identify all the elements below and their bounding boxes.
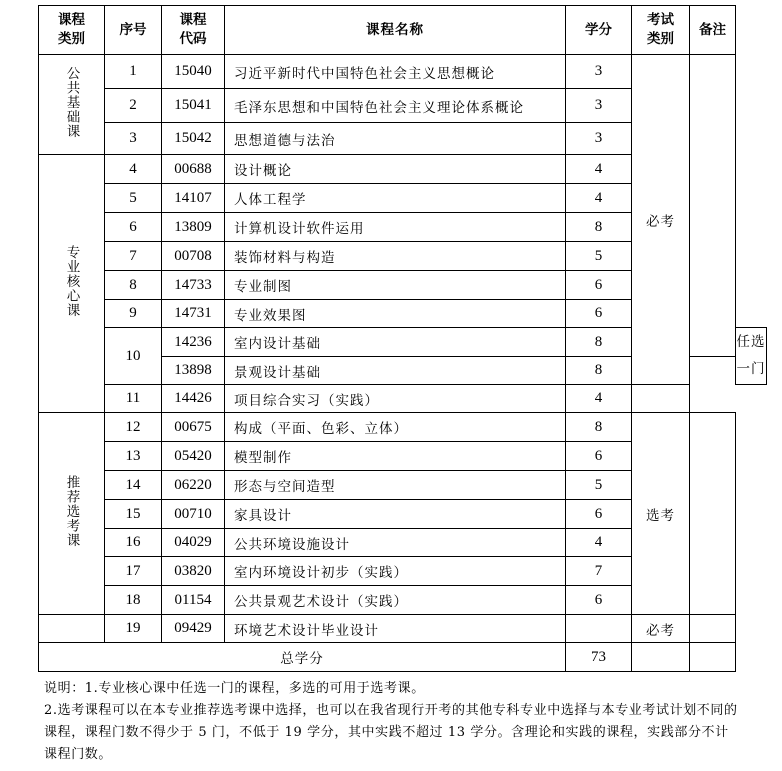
total-row	[39, 643, 767, 672]
row-name: 景观设计基础	[225, 357, 566, 385]
row-seq: 12	[105, 413, 162, 442]
row-credits: 6	[566, 442, 632, 471]
row-seq: 10	[105, 328, 162, 385]
row-credits: 7	[566, 557, 632, 586]
row-code: 00688	[162, 155, 225, 184]
row-seq: 11	[105, 385, 162, 413]
row-credits: 4	[566, 529, 632, 557]
group-public	[39, 55, 105, 155]
table-row	[39, 615, 767, 643]
row-code: 09429	[162, 615, 225, 643]
total-empty	[690, 643, 736, 672]
row-seq: 18	[105, 586, 162, 615]
row-code: 13809	[162, 213, 225, 242]
row-code: 14731	[162, 300, 225, 328]
row-code: 03820	[162, 557, 225, 586]
total-empty	[632, 643, 690, 672]
group-core	[39, 155, 105, 413]
row-code: 00710	[162, 500, 225, 529]
row-seq: 15	[105, 500, 162, 529]
exam-required	[632, 55, 690, 385]
header-remarks: 备注	[690, 6, 736, 55]
table-row	[39, 385, 767, 413]
row-seq: 14	[105, 471, 162, 500]
row-credits: 6	[566, 586, 632, 615]
row-credits: 5	[566, 242, 632, 271]
row-code: 04029	[162, 529, 225, 557]
row-credits: 6	[566, 500, 632, 529]
row-name: 毛泽东思想和中国特色社会主义理论体系概论	[225, 89, 566, 123]
row-seq: 7	[105, 242, 162, 271]
row-name: 装饰材料与构造	[225, 242, 566, 271]
header-exam-type: 考试类别	[632, 6, 690, 55]
row-name: 室内环境设计初步（实践）	[225, 557, 566, 586]
row-credits: 5	[566, 471, 632, 500]
row-seq: 2	[105, 89, 162, 123]
header-row	[39, 6, 767, 55]
header-code: 课程代码	[162, 6, 225, 55]
row-code: 13898	[162, 357, 225, 385]
row-credits: 3	[566, 89, 632, 123]
row-name: 设计概论	[225, 155, 566, 184]
row-code: 14426	[162, 385, 225, 413]
row-seq: 3	[105, 123, 162, 155]
remarks-empty	[632, 385, 690, 413]
row-code: 15041	[162, 89, 225, 123]
group-core-label: 专业核心课	[63, 245, 80, 318]
row-credits: 8	[566, 413, 632, 442]
note-line-1: 说明：1.专业核心课中任选一门的课程，多选的可用于选考课。	[44, 681, 425, 696]
row-name: 习近平新时代中国特色社会主义思想概论	[225, 55, 566, 89]
row-name: 思想道德与法治	[225, 123, 566, 155]
row-name: 人体工程学	[225, 184, 566, 213]
row-code: 00708	[162, 242, 225, 271]
row-seq: 1	[105, 55, 162, 89]
curriculum-table-wrapper	[38, 5, 767, 672]
table-row	[39, 413, 767, 442]
row-name: 构成（平面、色彩、立体）	[225, 413, 566, 442]
row-seq: 4	[105, 155, 162, 184]
remarks-empty-bottom	[690, 413, 736, 615]
row-name: 计算机设计软件运用	[225, 213, 566, 242]
header-name: 课程名称	[225, 6, 566, 55]
row-credits: 4	[566, 385, 632, 413]
row-name: 家具设计	[225, 500, 566, 529]
row-seq: 13	[105, 442, 162, 471]
row-name: 专业制图	[225, 271, 566, 300]
row-name: 公共环境设施设计	[225, 529, 566, 557]
row-name: 专业效果图	[225, 300, 566, 328]
row-code: 15042	[162, 123, 225, 155]
exam-required-label: 必考	[646, 213, 675, 230]
row-code: 06220	[162, 471, 225, 500]
total-value: 73	[566, 643, 632, 672]
row-credits: 6	[566, 300, 632, 328]
note-line-2: 2.选考课程可以在本专业推荐选考课中选择，也可以在我省现行开考的其他专科专业中选择与本专业考试计划不同的课程，课程门数不得少于 5 门，不低于 19 学分，其中实践不超过 13 学分。含理论和实践的课程，实践部分不计课程门数。	[44, 703, 738, 762]
row-credits: 8	[566, 213, 632, 242]
row-name: 项目综合实习（实践）	[225, 385, 566, 413]
row-code: 14107	[162, 184, 225, 213]
row-seq: 6	[105, 213, 162, 242]
row-seq: 17	[105, 557, 162, 586]
remarks-choose-one-label: 任选一门	[736, 334, 766, 377]
row-seq: 19	[105, 615, 162, 643]
row-credits: 4	[566, 184, 632, 213]
row-name: 形态与空间造型	[225, 471, 566, 500]
row-code: 05420	[162, 442, 225, 471]
row-name: 模型制作	[225, 442, 566, 471]
group-empty	[39, 615, 105, 643]
group-elective	[39, 413, 105, 615]
row-credits: 3	[566, 123, 632, 155]
exam-required-final-label: 必考	[646, 622, 675, 639]
group-public-label: 公共基础课	[63, 66, 80, 139]
header-category: 课程类别	[39, 6, 105, 55]
row-seq: 8	[105, 271, 162, 300]
curriculum-table	[38, 5, 767, 672]
row-seq: 5	[105, 184, 162, 213]
row-code: 01154	[162, 586, 225, 615]
notes	[44, 678, 738, 766]
row-credits: 6	[566, 271, 632, 300]
exam-required-final	[632, 615, 690, 643]
exam-optional	[632, 413, 690, 615]
row-credits: 4	[566, 155, 632, 184]
row-code: 15040	[162, 55, 225, 89]
row-name: 公共景观艺术设计（实践）	[225, 586, 566, 615]
remarks-choose-one	[736, 328, 767, 385]
exam-optional-label: 选考	[646, 507, 675, 524]
row-seq: 9	[105, 300, 162, 328]
row-code: 00675	[162, 413, 225, 442]
remarks-empty	[690, 615, 736, 643]
table-row	[39, 55, 767, 89]
row-credits: 3	[566, 55, 632, 89]
row-code: 14733	[162, 271, 225, 300]
group-elective-label: 推荐选考课	[63, 475, 80, 548]
row-credits: 8	[566, 357, 632, 385]
total-label: 总学分	[39, 643, 566, 672]
row-code: 14236	[162, 328, 225, 357]
row-name: 环境艺术设计毕业设计	[225, 615, 566, 643]
row-credits	[566, 615, 632, 643]
row-credits: 8	[566, 328, 632, 357]
remarks-empty-top	[690, 55, 736, 357]
row-seq: 16	[105, 529, 162, 557]
header-credits: 学分	[566, 6, 632, 55]
row-name: 室内设计基础	[225, 328, 566, 357]
header-seq: 序号	[105, 6, 162, 55]
